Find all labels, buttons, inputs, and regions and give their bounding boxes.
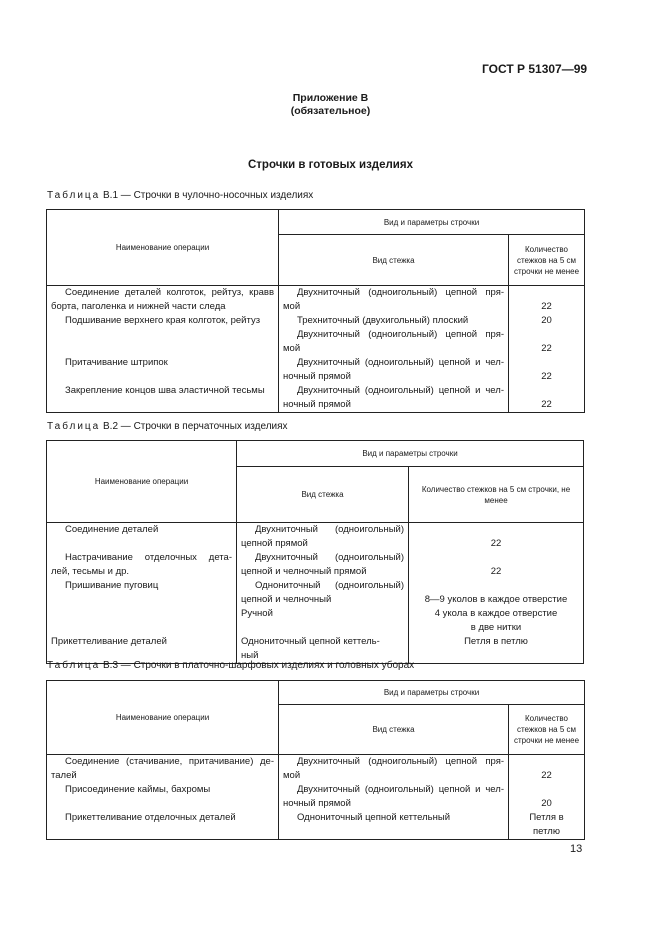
- table-row: [47, 356, 585, 384]
- cell-line: [51, 328, 274, 342]
- caption-prefix: Таблица: [47, 421, 101, 432]
- cell-line: Пришивание пуговиц: [65, 580, 159, 591]
- stitch-count-cell: [509, 286, 585, 315]
- cell-line: [513, 286, 580, 300]
- header-operation: Наименование операции: [47, 210, 279, 286]
- cell-line: 22: [541, 343, 552, 354]
- cell-line: 4 укола в каждое отверстие: [434, 608, 558, 619]
- cell-line: [51, 537, 232, 551]
- stitch-type-cell: [279, 783, 509, 811]
- cell-line: Соединение деталей колготок, рейтуз, кравв: [65, 287, 274, 298]
- cell-line: Двухниточный (одноигольный) цепной пря-: [297, 329, 504, 340]
- cell-line: ный: [241, 650, 259, 661]
- cell-line: Ручной: [241, 608, 273, 619]
- cell-line: Закрепление концов шва эластичной тесьмы: [65, 385, 265, 396]
- table-b2: [46, 440, 584, 664]
- table-body: [47, 755, 585, 840]
- header-operation: Наименование операции: [47, 441, 237, 523]
- stitch-count-cell: [509, 384, 585, 413]
- cell-line: Настрачивание отделочных дета-: [65, 552, 232, 563]
- header-count: Количество стежков на 5 см строчки не менее: [509, 705, 585, 755]
- stitch-type-cell: [279, 356, 509, 384]
- stitch-type-cell: [237, 579, 409, 621]
- operation-cell: [47, 783, 279, 811]
- cell-line: [413, 551, 579, 565]
- header-group: Вид и параметры строчки: [237, 441, 584, 467]
- caption-prefix: Таблица: [47, 660, 101, 671]
- table-caption-b1: [47, 190, 313, 201]
- cell-line: ночный прямой: [283, 798, 351, 809]
- cell-line: [241, 621, 404, 635]
- appendix-heading: [0, 92, 661, 118]
- table-caption-b3: [47, 660, 414, 671]
- cell-line: [51, 825, 274, 839]
- cell-line: [513, 328, 580, 342]
- cell-line: Петля в петлю: [464, 636, 528, 647]
- header-stitch: Вид стежка: [279, 705, 509, 755]
- cell-line: [51, 607, 232, 621]
- header-count: Количество стежков на 5 см строчки не менее: [509, 235, 585, 286]
- table-b1: [46, 209, 585, 413]
- cell-line: борта, паголенка и нижней части следа: [51, 301, 226, 312]
- cell-line: 22: [541, 399, 552, 410]
- cell-line: [513, 755, 580, 769]
- table-row: [47, 755, 585, 784]
- stitch-count-cell: [509, 811, 585, 840]
- operation-cell: [47, 811, 279, 840]
- operation-cell: [47, 314, 279, 328]
- cell-line: мой: [283, 343, 301, 354]
- cell-line: 20: [541, 315, 552, 326]
- cell-line: Трехниточный (двухигольный) плоский: [297, 315, 469, 326]
- cell-line: 22: [541, 301, 552, 312]
- cell-line: Двухниточный (одноигольный) цепной и чел-: [297, 784, 504, 795]
- cell-line: [51, 370, 274, 384]
- header-count: Количество стежков на 5 см строчки, не менее: [409, 467, 584, 523]
- cell-line: петлю: [533, 826, 560, 837]
- cell-line: ночный прямой: [283, 371, 351, 382]
- cell-line: Двухниточный (одноигольный) цепной и чел-: [297, 385, 504, 396]
- operation-cell: [47, 579, 237, 621]
- appendix-status: (обязательное): [290, 105, 371, 117]
- cell-line: Двухниточный (одноигольный) цепной пря-: [297, 287, 504, 298]
- stitch-type-cell: [279, 811, 509, 840]
- cell-line: 22: [541, 371, 552, 382]
- cell-line: мой: [283, 770, 301, 781]
- table-row: [47, 314, 585, 328]
- cell-line: [413, 649, 579, 663]
- operation-cell: [47, 523, 237, 552]
- caption-prefix: Таблица: [47, 190, 101, 201]
- table-row: [47, 621, 584, 664]
- table-row: [47, 551, 584, 579]
- cell-line: [51, 797, 274, 811]
- stitch-count-cell: [409, 621, 584, 664]
- table-row: [47, 783, 585, 811]
- cell-line: цепной прямой: [241, 538, 308, 549]
- header-group: Вид и параметры строчки: [279, 210, 585, 235]
- table-body: [47, 286, 585, 413]
- cell-line: 22: [541, 770, 552, 781]
- table-row: [47, 328, 585, 356]
- header-stitch: Вид стежка: [237, 467, 409, 523]
- stitch-count-cell: [409, 551, 584, 579]
- cell-line: Соединение деталей: [65, 524, 159, 535]
- cell-line: 22: [490, 566, 502, 577]
- table-row: [47, 523, 584, 552]
- caption-text: В.3 — Строчки в платочно-шарфовых изделиях и головных уборах: [100, 660, 415, 671]
- stitch-count-cell: [509, 328, 585, 356]
- cell-line: Подшивание верхнего края колготок, рейтуз: [65, 315, 261, 326]
- stitch-count-cell: [509, 356, 585, 384]
- table-row: [47, 286, 585, 315]
- stitch-type-cell: [279, 328, 509, 356]
- cell-line: лей, тесьмы и др.: [51, 566, 130, 577]
- cell-line: Прикеттеливание отделочных деталей: [65, 812, 236, 823]
- stitch-type-cell: [237, 551, 409, 579]
- table-row: [47, 579, 584, 621]
- cell-line: [413, 523, 579, 537]
- cell-line: Двухниточный (одноигольный) цепной и чел-: [297, 357, 504, 368]
- header-group: Вид и параметры строчки: [279, 681, 585, 705]
- cell-line: Двухниточный (одноигольный): [255, 552, 404, 563]
- operation-cell: [47, 286, 279, 315]
- operation-cell: [47, 551, 237, 579]
- caption-text: В.1 — Строчки в чулочно-носочных изделиях: [100, 190, 314, 201]
- page-number: 13: [570, 843, 583, 855]
- cell-line: [51, 621, 232, 635]
- header-stitch: Вид стежка: [279, 235, 509, 286]
- cell-line: [51, 593, 232, 607]
- cell-line: Петля в: [529, 812, 564, 823]
- cell-line: Однониточный цепной кеттель-: [241, 636, 380, 647]
- cell-line: [51, 342, 274, 356]
- stitch-count-cell: [409, 523, 584, 552]
- table-row: [47, 811, 585, 840]
- cell-line: Притачивание штрипок: [65, 357, 168, 368]
- table-caption-b2: [47, 421, 288, 432]
- cell-line: Присоединение каймы, бахромы: [65, 784, 211, 795]
- cell-line: [283, 825, 504, 839]
- operation-cell: [47, 384, 279, 413]
- cell-line: 20: [541, 798, 552, 809]
- table-body: [47, 523, 584, 664]
- operation-cell: [47, 755, 279, 784]
- cell-line: 8—9 уколов в каждое отверстие: [424, 594, 568, 605]
- stitch-count-cell: [509, 783, 585, 811]
- cell-line: Двухниточный (одноигольный) цепной пря-: [297, 756, 504, 767]
- cell-line: [513, 356, 580, 370]
- cell-line: Однониточный цепной кеттельный: [297, 812, 451, 823]
- cell-line: Соединение (стачивание, притачивание) де-: [65, 756, 274, 767]
- operation-cell: [47, 621, 237, 664]
- stitch-count-cell: [509, 314, 585, 328]
- cell-line: мой: [283, 301, 301, 312]
- cell-line: 22: [490, 538, 502, 549]
- stitch-count-cell: [409, 579, 584, 621]
- stitch-type-cell: [279, 286, 509, 315]
- header-operation: Наименование операции: [47, 681, 279, 755]
- appendix-title: Приложение В: [292, 92, 369, 104]
- cell-line: ночный прямой: [283, 399, 351, 410]
- cell-line: Прикеттеливание деталей: [51, 636, 167, 647]
- stitch-type-cell: [279, 314, 509, 328]
- table-b3: [46, 680, 585, 840]
- cell-line: цепной и челночный: [241, 594, 332, 605]
- stitch-type-cell: [279, 755, 509, 784]
- cell-line: [513, 384, 580, 398]
- cell-line: Однониточный (одноигольный): [255, 580, 404, 591]
- stitch-type-cell: [237, 621, 409, 664]
- document-number: ГОСТ Р 51307—99: [482, 62, 588, 76]
- caption-text: В.2 — Строчки в перчаточных изделиях: [100, 421, 288, 432]
- section-title: Строчки в готовых изделиях: [248, 159, 413, 171]
- cell-line: Двухниточный (одноигольный): [255, 524, 404, 535]
- cell-line: в две нитки: [470, 622, 522, 633]
- cell-line: [413, 579, 579, 593]
- cell-line: [513, 783, 580, 797]
- stitch-type-cell: [237, 523, 409, 552]
- operation-cell: [47, 356, 279, 384]
- stitch-type-cell: [279, 384, 509, 413]
- cell-line: цепной и челночный прямой: [241, 566, 367, 577]
- cell-line: [51, 398, 274, 412]
- operation-cell: [47, 328, 279, 356]
- table-row: [47, 384, 585, 413]
- stitch-count-cell: [509, 755, 585, 784]
- cell-line: талей: [51, 770, 77, 781]
